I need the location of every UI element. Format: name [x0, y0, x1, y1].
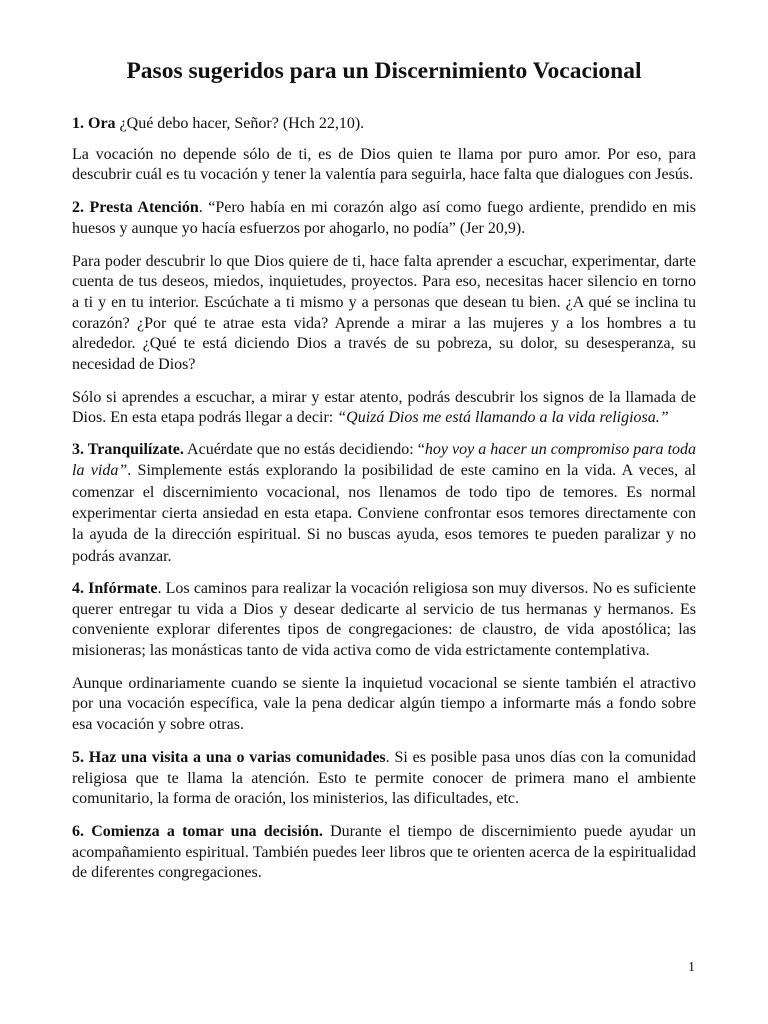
- step-6-text: Durante el tiempo de discernimiento puede ayudar un acompañamiento espiritual. También puedes leer libros que te orienten acerca de la espiritualidad de diferentes congregaciones.: [72, 822, 697, 882]
- step-6-paragraph: [72, 822, 696, 884]
- step-3-paragraph: [72, 439, 696, 567]
- step-4-body-paragraph: Aunque ordinariamente cuando se siente la inquietud vocacional se siente también el atractivo por una vocación específica, vale la pena dedicar algún tiempo a informarte más a fondo sobre esa vocación y sobre otras.: [72, 674, 696, 734]
- step-6-heading: 6. Comienza a tomar una decisión.: [72, 822, 323, 840]
- step-5-heading: 5. Haz una visita a una o varias comunidades: [72, 748, 386, 766]
- step-2-heading: 2. Presta Atención: [72, 199, 199, 217]
- step-1-paragraph: [72, 114, 696, 135]
- step-2-signs-quote: “Quizá Dios me está llamando a la vida religiosa.”: [337, 409, 669, 427]
- step-4-heading: 4. Infórmate: [72, 579, 158, 597]
- step-3-quote: hoy voy a hacer un compromiso para toda la vida”: [72, 441, 697, 480]
- step-3-text-b: . Simplemente estás explorando la posibilidad de este camino en la vida. A veces, al comenzar el discernimiento vocacional, nos llenamos de todo tipo de temores. Es normal experimentar cierta ansiedad en esta etapa. Conviene confrontar esos temores directamente con la ayuda de la dirección espiritual. Si no buscas ayuda, esos temores te pueden paralizar y no podrás avanzar.: [72, 462, 697, 565]
- step-5-paragraph: [72, 748, 696, 810]
- step-3-heading: 3. Tranquilízate.: [72, 441, 184, 459]
- document-body: [72, 114, 696, 896]
- step-5-text: . Si es posible pasa unos días con la comunidad religiosa que te llama la atención. Esto te permite conocer de primera mano el ambiente comunitario, la forma de oración, los ministerios, las dificultades, etc.: [72, 748, 697, 808]
- step-3-text-a: Acuérdate que no estás decidiendo: “: [183, 441, 425, 459]
- step-2-paragraph: [72, 198, 696, 239]
- step-2-signs-paragraph: [72, 388, 696, 429]
- step-2-body-paragraph: Para poder descubrir lo que Dios quiere de ti, hace falta aprender a escuchar, experimentar, darte cuenta de tus deseos, miedos, inquietudes, proyectos. Para eso, necesitas hacer silencio en torno a ti y en tu interior. Escúchate a ti mismo y a personas que desean tu bien. ¿A qué se inclina tu corazón? ¿Por qué te atrae esta vida? Aprende a mirar a las mujeres y a los hombres a tu alrededor. ¿Qué te está diciendo Dios a través de su pobreza, su dolor, su desesperanza, su necesidad de Dios?: [72, 252, 696, 374]
- step-1-text: ¿Qué debo hacer, Señor? (Hch 22,10).: [115, 115, 365, 132]
- step-4-paragraph: [72, 579, 696, 662]
- step-4-text: . Los caminos para realizar la vocación religiosa son muy diversos. No es suficiente querer entregar tu vida a Dios y desear dedicarte al servicio de tus hermanas y hermanos. Es conveniente explorar diferentes tipos de congregaciones: de claustro, de vida apostólica; las misioneras; las monásticas tanto de vida activa como de vida estrictamente contemplativa.: [72, 579, 696, 660]
- step-2-signs-text: Sólo si aprendes a escuchar, a mirar y estar atento, podrás descubrir los signos de la llamada de Dios. En esta etapa podrás llegar a decir:: [72, 388, 696, 427]
- step-1-heading: 1. Ora: [72, 115, 116, 132]
- page-number: 1: [688, 960, 695, 975]
- document-title: Pasos sugeridos para un Discernimiento Vocacional: [126, 58, 642, 84]
- step-2-text: . “Pero había en mi corazón algo así como fuego ardiente, prendido en mis huesos y aunque yo hacía esfuerzos por ahogarlo, no podía” (Jer 20,9).: [72, 199, 696, 237]
- step-1-body-paragraph: La vocación no depende sólo de ti, es de Dios quien te llama por puro amor. Por eso, para descubrir cuál es tu vocación y tener la valentía para seguirla, hace falta que dialogues con Jesús.: [72, 145, 696, 184]
